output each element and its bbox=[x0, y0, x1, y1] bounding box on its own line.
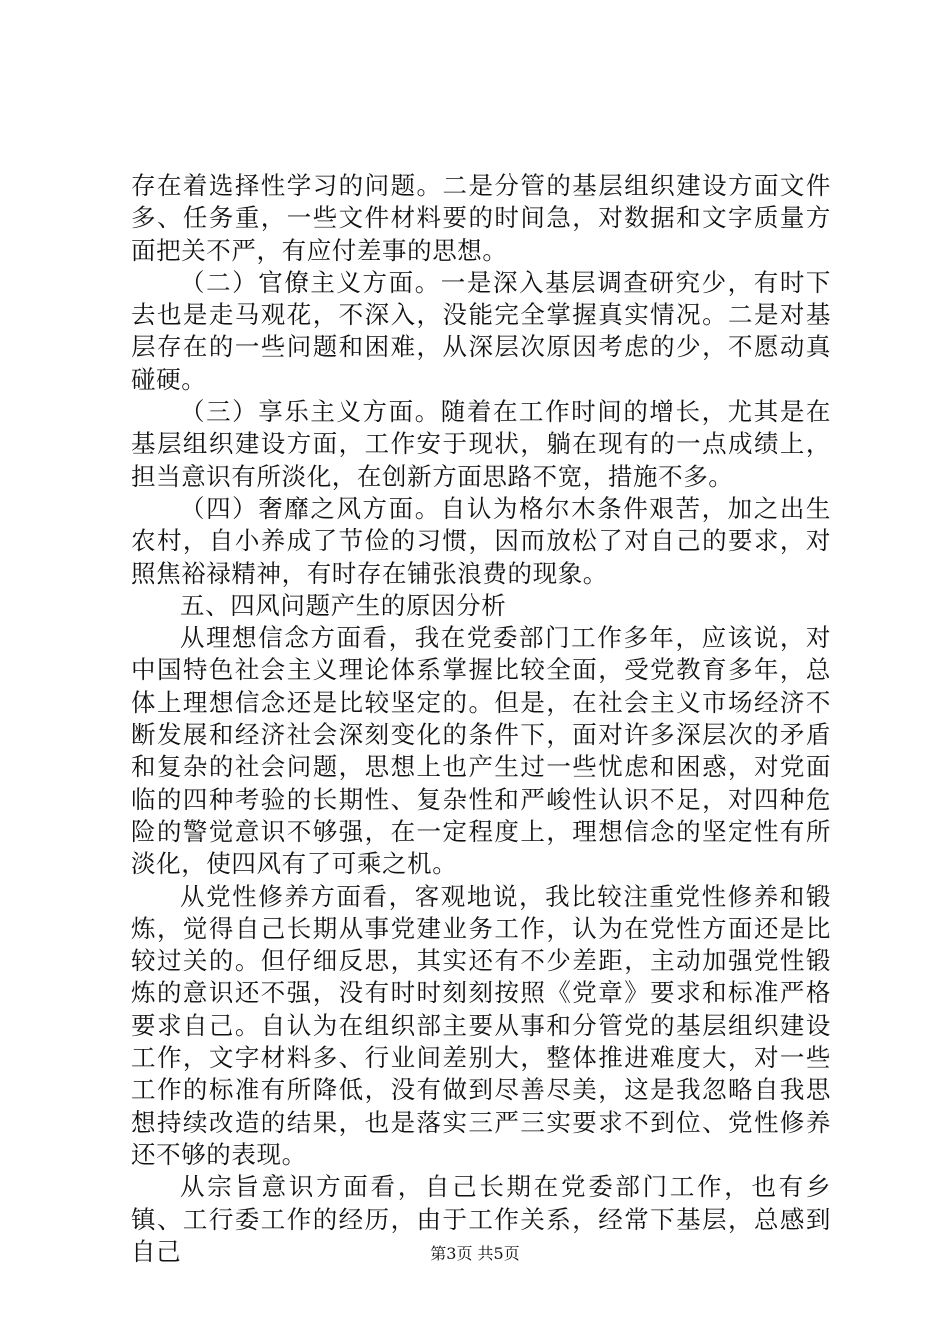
document-body bbox=[131, 170, 831, 1268]
paragraph-ideals-beliefs: 从理想信念方面看，我在党委部门工作多年，应该说，对中国特色社会主义理论体系掌握比较全面，受党教育多年，总体上理想信念还是比较坚定的。但是，在社会主义市场经济不断发展和经济社会深刻变化的条件下，面对许多深层次的矛盾和复杂的社会问题，思想上也产生过一些忧虑和困惑，对党面临的四种考验的长期性、复杂性和严峻性认识不足，对四种危险的警觉意识不够强，在一定程度上，理想信念的坚定性有所淡化，使四风有了可乘之机。 bbox=[131, 623, 831, 879]
paragraph-hedonism: （三）享乐主义方面。随着在工作时间的增长，尤其是在基层组织建设方面，工作安于现状，躺在现有的一点成绩上，担当意识有所淡化，在创新方面思路不宽，措施不多。 bbox=[131, 397, 831, 491]
paragraph-party-spirit: 从党性修养方面看，客观地说，我比较注重党性修养和锻炼，觉得自己长期从事党建业务工作，认为在党性方面还是比较过关的。但仔细反思，其实还有不少差距，主动加强党性锻炼的意识还不强，没有时时刻刻按照《党章》要求和标准严格要求自己。自认为在组织部主要从事和分管党的基层组织建设工作，文字材料多、行业间差别大，整体推进难度大，对一些工作的标准有所降低，没有做到尽善尽美，这是我忽略自我思想持续改造的结果，也是落实三严三实要求不到位、党性修养还不够的表现。 bbox=[131, 881, 831, 1169]
page-number: 第3页 共5页 bbox=[430, 1244, 520, 1263]
paragraph-purpose-awareness: 从宗旨意识方面看，自己长期在党委部门工作，也有乡镇、工行委工作的经历，由于工作关系，经常下基层，总感到自己 bbox=[131, 1172, 831, 1266]
page-footer bbox=[0, 1244, 950, 1264]
paragraph-continued: 存在着选择性学习的问题。二是分管的基层组织建设方面文件多、任务重，一些文件材料要的时间急，对数据和文字质量方面把关不严，有应付差事的思想。 bbox=[131, 171, 831, 265]
paragraph-extravagance: （四）奢靡之风方面。自认为格尔木条件艰苦，加之出生农村，自小养成了节俭的习惯，因而放松了对自己的要求，对照焦裕禄精神，有时存在铺张浪费的现象。 bbox=[131, 493, 831, 588]
section-heading-cause-analysis: 五、四风问题产生的原因分析 bbox=[180, 590, 507, 620]
paragraph-bureaucratism: （二）官僚主义方面。一是深入基层调查研究少，有时下去也是走马观花，不深入，没能完全掌握真实情况。二是对基层存在的一些问题和困难，从深层次原因考虑的少，不愿动真碰硬。 bbox=[131, 267, 831, 394]
